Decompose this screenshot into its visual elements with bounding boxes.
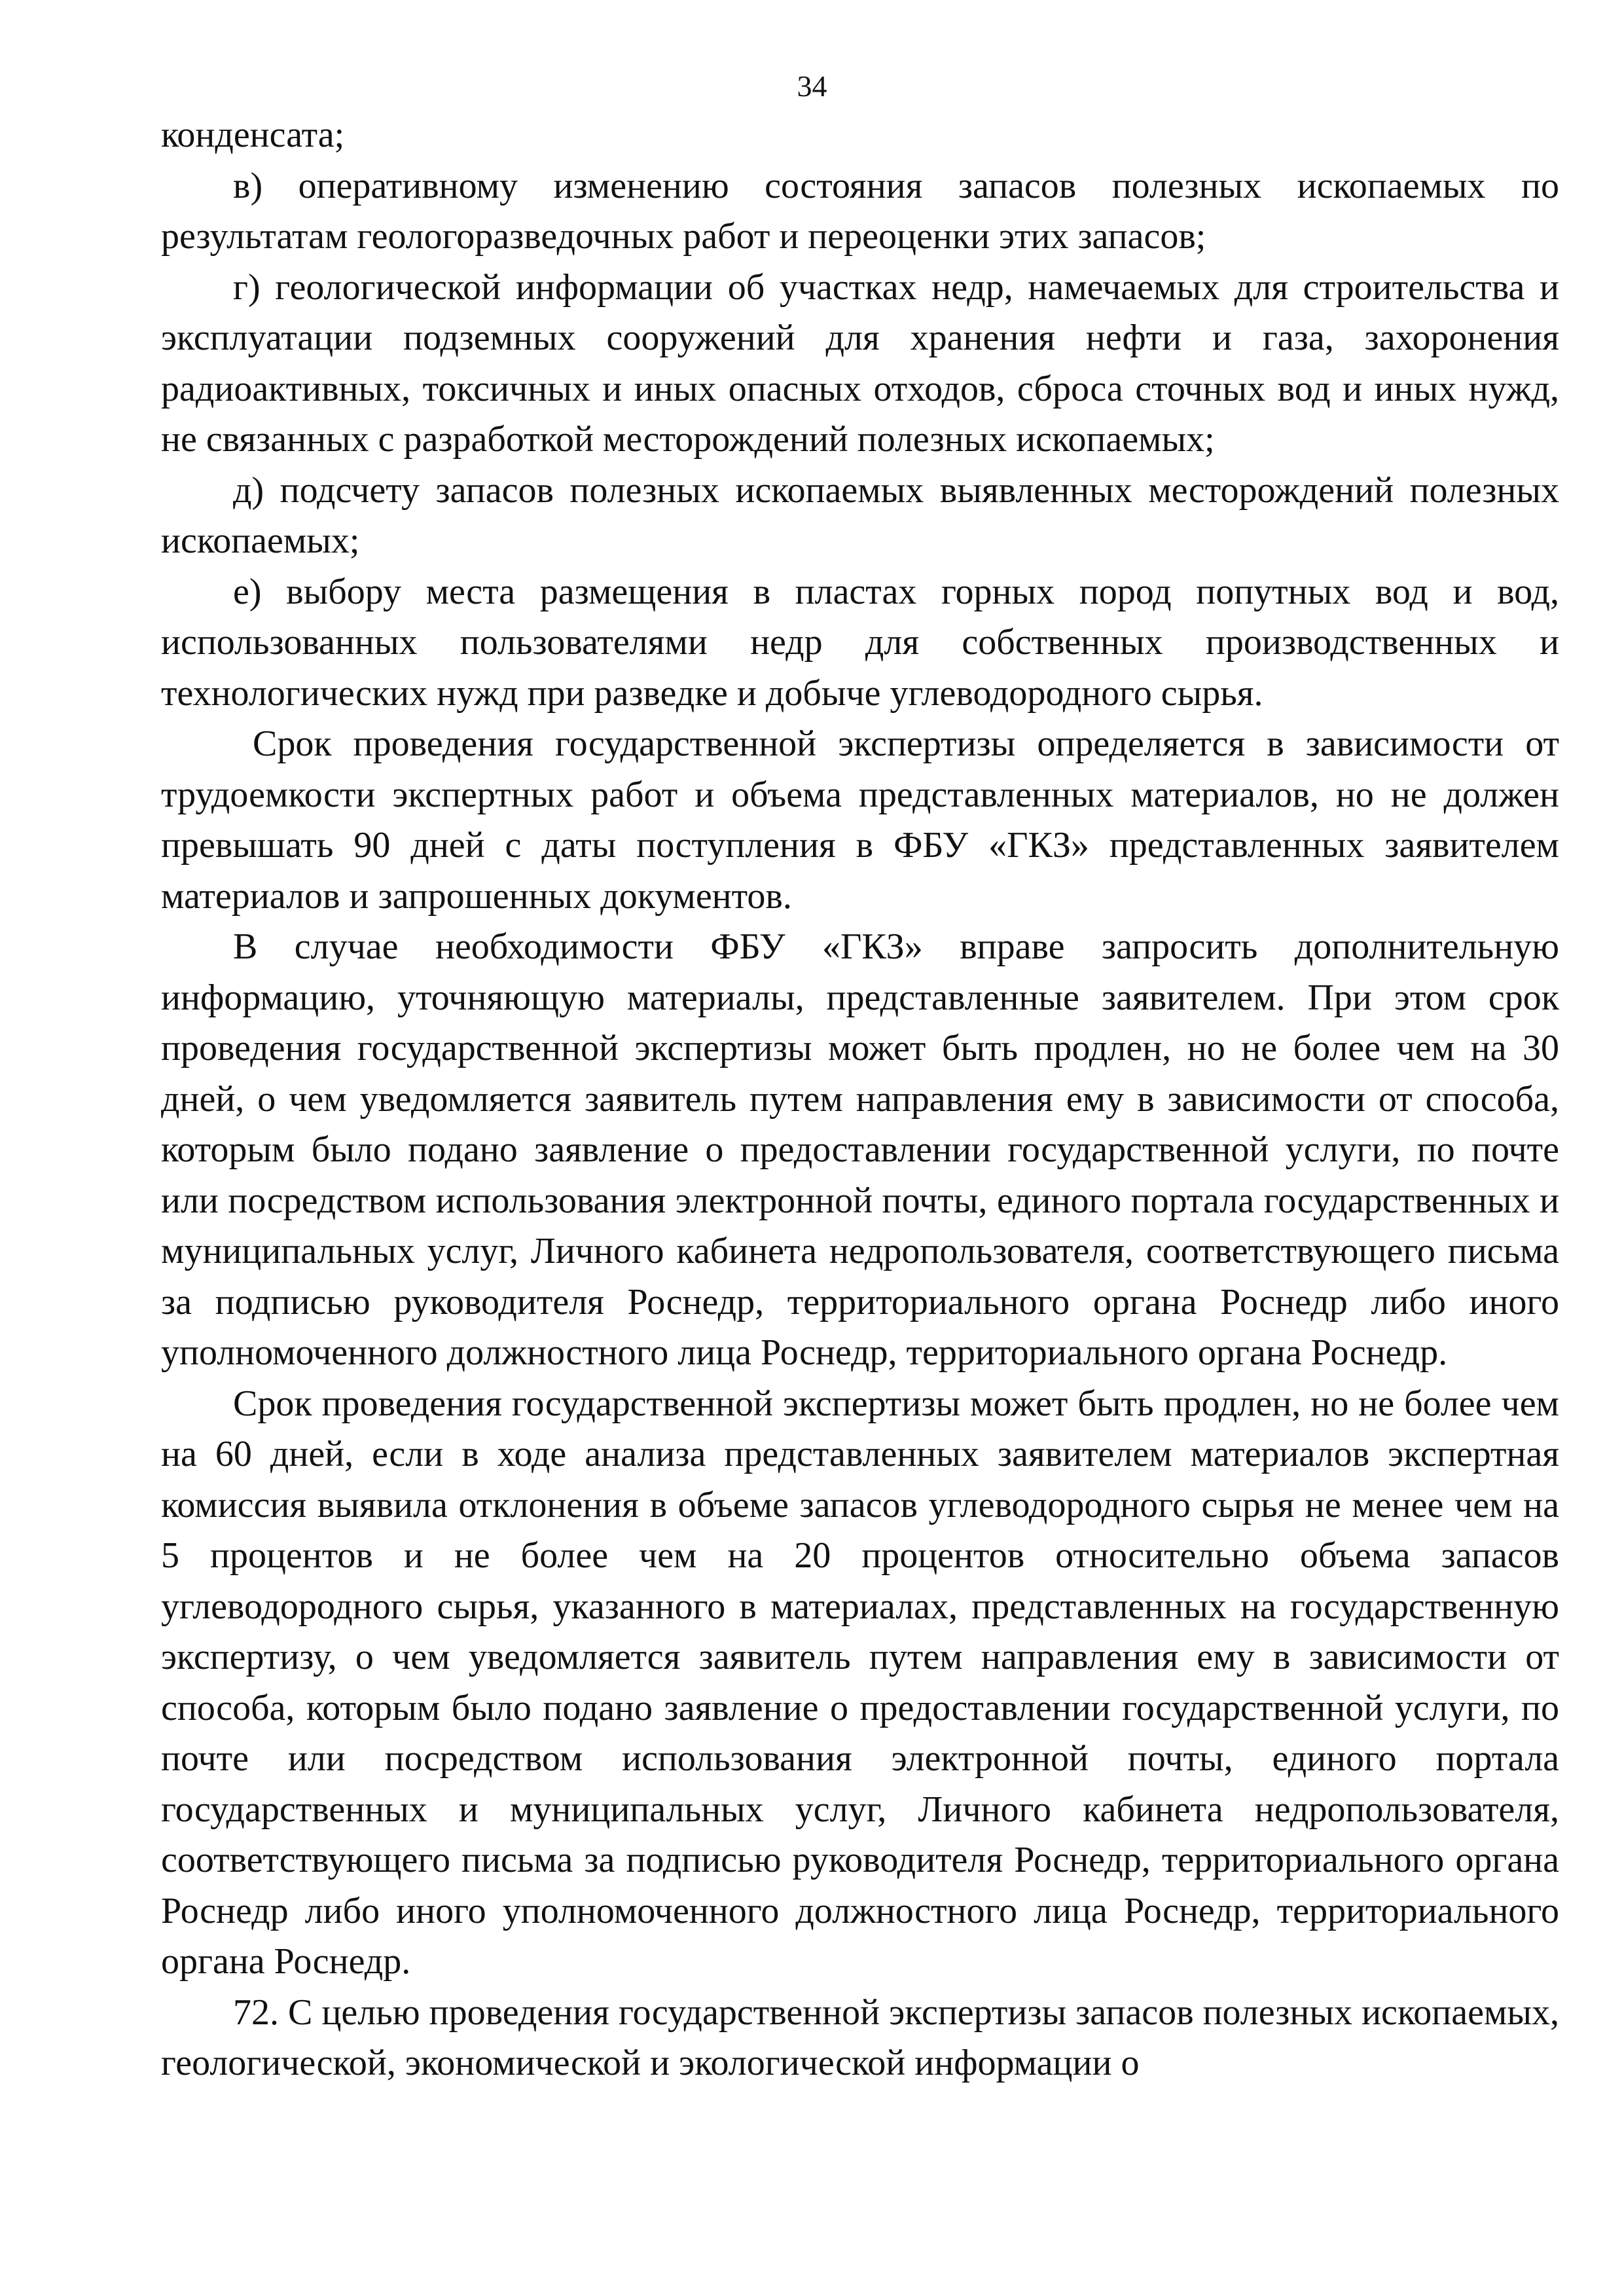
page-number: 34 bbox=[797, 69, 827, 103]
paragraph-additional-info: В случае необходимости ФБУ «ГКЗ» вправе запросить дополнительную информацию, уточняющую материалы, представленные заявителем. При этом срок проведения государственной экспертизы может быть продлен, но не более чем на 30 дней, о чем уведомляется заявитель путем направления ему в зависимости от способа, которым было подано заявление о предоставлении государственной услуги, по почте или посредством использования электронной почты, единого портала государственных и муниципальных услуг, Личного кабинета недропользователя, соответствующего письма за подписью руководителя Роснедр, территориального органа Роснедр либо иного уполномоченного должностного лица Роснедр, территориального органа Роснедр. bbox=[161, 926, 1559, 1373]
paragraph-item-g: г) геологической информации об участках недр, намечаемых для строительства и эксплуатации подземных сооружений для хранения нефти и газа, захоронения радиоактивных, токсичных и иных опасных отходов, сброса сточных вод и иных нужд, не связанных с разработкой месторождений полезных ископаемых; bbox=[161, 266, 1559, 460]
paragraph-expertise-term: Срок проведения государственной экспертизы определяется в зависимости от трудоемкости экспертных работ и объема представленных материалов, но не должен превышать 90 дней с даты поступления в ФБУ «ГКЗ» представленных заявителем материалов и запрошенных документов. bbox=[161, 723, 1559, 917]
paragraph-item-v: в) оперативному изменению состояния запасов полезных ископаемых по результатам геологоразведочных работ и переоценки этих запасов; bbox=[161, 165, 1559, 257]
paragraph-item-72: 72. С целью проведения государственной экспертизы запасов полезных ископаемых, геологической, экономической и экологической информации о bbox=[161, 1992, 1559, 2083]
paragraph-item-d: д) подсчету запасов полезных ископаемых выявленных месторождений полезных ископаемых; bbox=[161, 469, 1559, 561]
paragraph-continuation: конденсата; bbox=[161, 115, 345, 155]
paragraph-item-e: е) выбору места размещения в пластах горных пород попутных вод и вод, использованных пользователями недр для собственных производственных и технологических нужд при разведке и добыче углеводородного сырья. bbox=[161, 571, 1559, 714]
document-body bbox=[161, 110, 1559, 2089]
paragraph-extension-60-days: Срок проведения государственной экспертизы может быть продлен, но не более чем на 60 дней, если в ходе анализа представленных заявителем материалов экспертная комиссия выявила отклонения в объеме запасов углеводородного сырья не менее чем на 5 процентов и не более чем на 20 процентов относительно объема запасов углеводородного сырья, указанного в материалах, представленных на государственную экспертизу, о чем уведомляется заявитель путем направления ему в зависимости от способа, которым было подано заявление о предоставлении государственной услуги, по почте или посредством использования электронной почты, единого портала государственных и муниципальных услуг, Личного кабинета недропользователя, соответствующего письма за подписью руководителя Роснедр, территориального органа Роснедр либо иного уполномоченного должностного лица Роснедр, территориального органа Роснедр. bbox=[161, 1383, 1559, 1982]
